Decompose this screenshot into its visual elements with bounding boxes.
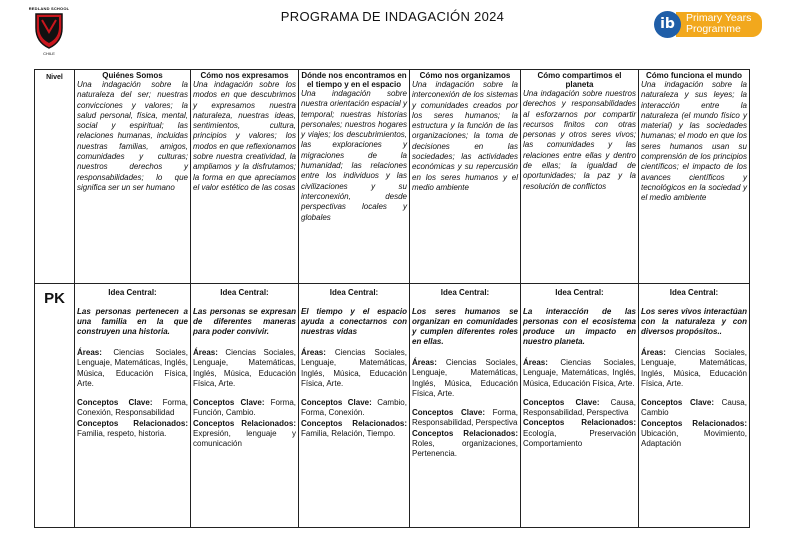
conceptos-clave-line: Conceptos Clave: Cambio, Forma, Conexión. (301, 398, 407, 418)
idea-central-text: Las personas se expresan de diferentes maneras para poder convivir. (193, 307, 296, 336)
conceptos-clave-line: Conceptos Clave: Causa, Cambio (641, 398, 747, 418)
idea-central-label: Idea Central: (329, 288, 379, 297)
theme-title: Cómo nos expresamos (200, 71, 289, 80)
school-country: CHILE (43, 51, 55, 56)
idea-central-label: Idea Central: (669, 288, 719, 297)
areas-line: Áreas: Ciencias Sociales, Lenguaje, Matemáticas, Inglés, Música, Educación Física, Arte. (523, 358, 636, 388)
idea-central-label: Idea Central: (440, 288, 490, 297)
unit-cell (639, 284, 750, 528)
theme-cell (639, 70, 750, 284)
level-label: PK (35, 284, 75, 528)
ib-circle-icon: ib (654, 11, 681, 38)
areas-line: Áreas: Ciencias Sociales, Lenguaje, Matemáticas, Inglés, Música, Educación Física, Arte. (193, 348, 296, 388)
idea-central-label: Idea Central: (555, 288, 604, 297)
pk-row (35, 284, 750, 528)
theme-cell (410, 70, 521, 284)
idea-central-text: Los seres vivos interactúan con la naturaleza y con diversos propósitos.. (641, 307, 747, 336)
program-table (34, 69, 750, 528)
theme-title: Cómo compartimos el planeta (537, 71, 622, 89)
areas-line: Áreas: Ciencias Sociales, Lenguaje, Matemáticas, Inglés, Música, Educación Física, Arte. (412, 358, 518, 398)
theme-description: Una indagación sobre nuestros derechos y responsabilidades al esforzarnos por compartir recursos finitos con otras personas y otros seres vivos; las comunidades y las relaciones entre ellas y dentro de ellas; la igualdad de oportunidades; la paz y la resolución de conflictos (523, 89, 636, 191)
themes-row (35, 70, 750, 284)
conceptos-relacionados-line: Conceptos Relacionados: Expresión, lenguaje y comunicación (193, 418, 296, 449)
nivel-header: Nivel (35, 70, 75, 284)
theme-description: Una indagación sobre nuestra orientación espacial y temporal; nuestras historias personales; nuestros hogares y viajes; los descubrimientos, las exploraciones y migraciones de la humanidad; las relaciones entre los individuos y las civilizaciones y su interconexión, desde perspectivas locales y globales (301, 89, 407, 222)
idea-central-label: Idea Central: (108, 288, 157, 297)
unit-cell (191, 284, 299, 528)
idea-central-text: La interacción de las personas con el ecosistema produce un impacto en nuestro planeta. (523, 307, 636, 346)
ib-line2: Programme (686, 23, 741, 35)
areas-line: Áreas: Ciencias Sociales, Lenguaje, Matemáticas, Inglés, Música, Educación Física, Arte. (77, 348, 188, 388)
idea-central-text: El tiempo y el espacio ayuda a conectarnos con nuestras vidas (301, 307, 407, 336)
ib-pyp-logo (652, 9, 762, 41)
page-title: PROGRAMA DE INDAGACIÓN 2024 (280, 9, 505, 24)
conceptos-clave-line: Conceptos Clave: Forma, Función, Cambio. (193, 398, 296, 418)
theme-cell (75, 70, 191, 284)
conceptos-relacionados-line: Conceptos Relacionados: Roles, organizaciones, Pertenencia. (412, 428, 518, 459)
theme-title: Cómo nos organizamos (419, 71, 511, 80)
theme-cell (299, 70, 410, 284)
conceptos-clave-line: Conceptos Clave: Forma, Responsabilidad, Perspectiva (412, 408, 518, 428)
conceptos-relacionados-line: Conceptos Relacionados: Familia, respeto, historia. (77, 418, 188, 439)
unit-cell (521, 284, 639, 528)
school-name: REDLAND SCHOOL (28, 6, 70, 11)
unit-cell (410, 284, 521, 528)
ib-programme-text (686, 13, 751, 35)
theme-title: Quiénes Somos (102, 71, 163, 80)
conceptos-clave-line: Conceptos Clave: Causa, Responsabilidad, Perspectiva (523, 397, 636, 418)
theme-title: Dónde nos encontramos en el tiempo y en el espacio (301, 71, 407, 89)
theme-cell (521, 70, 639, 284)
conceptos-relacionados-line: Conceptos Relacionados: Ubicación, Movimiento, Adaptación (641, 418, 747, 449)
conceptos-relacionados-line: Conceptos Relacionados: Ecología, Preservación Comportamiento (523, 418, 636, 449)
areas-line: Áreas: Ciencias Sociales, Lenguaje, Matemáticas, Inglés, Música, Educación Física, Arte. (301, 348, 407, 388)
theme-description: Una indagación sobre la naturaleza y sus leyes; la interacción entre la naturaleza (el mundo físico y material) y las sociedades humanas; el modo en que los seres humanos usan su comprensión de los principios científicos; el impacto de los avances científicos y tecnológicos en la sociedad y el medio ambiente (641, 80, 747, 203)
theme-description: Una indagación sobre la interconexión de los sistemas y comunidades creados por los seres humanos; la estructura y la función de las organizaciones; la toma de decisiones en las sociedades; las actividades económicas y su repercusión en los seres humanos y el medio ambiente (412, 80, 518, 192)
theme-description: Una indagación sobre la naturaleza del ser; nuestras convicciones y valores; la salud personal, física, mental, social y espiritual; las relaciones humanas, incluidas nuestras familias, amigos, comunidades y culturas; nuestros derechos y responsabilidades; lo que significa ser un ser humano (77, 80, 188, 192)
theme-title: Cómo funciona el mundo (646, 71, 742, 80)
unit-cell (75, 284, 191, 528)
conceptos-clave-line: Conceptos Clave: Forma, Conexión, Responsabilidad (77, 398, 188, 418)
theme-cell (191, 70, 299, 284)
conceptos-relacionados-line: Conceptos Relacionados: Familia, Relación, Tiempo. (301, 418, 407, 439)
theme-description: Una indagación sobre los modos en que descubrimos y expresamos nuestra naturaleza, nuestras ideas, sentimientos, cultura, principios y valores; los modos en que reflexionamos sobre nuestra creatividad, la ampliamos y la disfrutamos; la forma en que apreciamos el valor estético de las cosas (193, 80, 296, 192)
idea-central-text: Las personas pertenecen a una familia en la que construyen una historia. (77, 307, 188, 336)
idea-central-label: Idea Central: (220, 288, 269, 297)
idea-central-text: Los seres humanos se organizan en comunidades y cumplen diferentes roles en ellas. (412, 307, 518, 346)
areas-line: Áreas: Ciencias Sociales, Lenguaje, Matemáticas, Inglés, Música, Educación Física, Arte. (641, 348, 747, 388)
ib-line1: Primary Years (686, 12, 752, 24)
unit-cell (299, 284, 410, 528)
